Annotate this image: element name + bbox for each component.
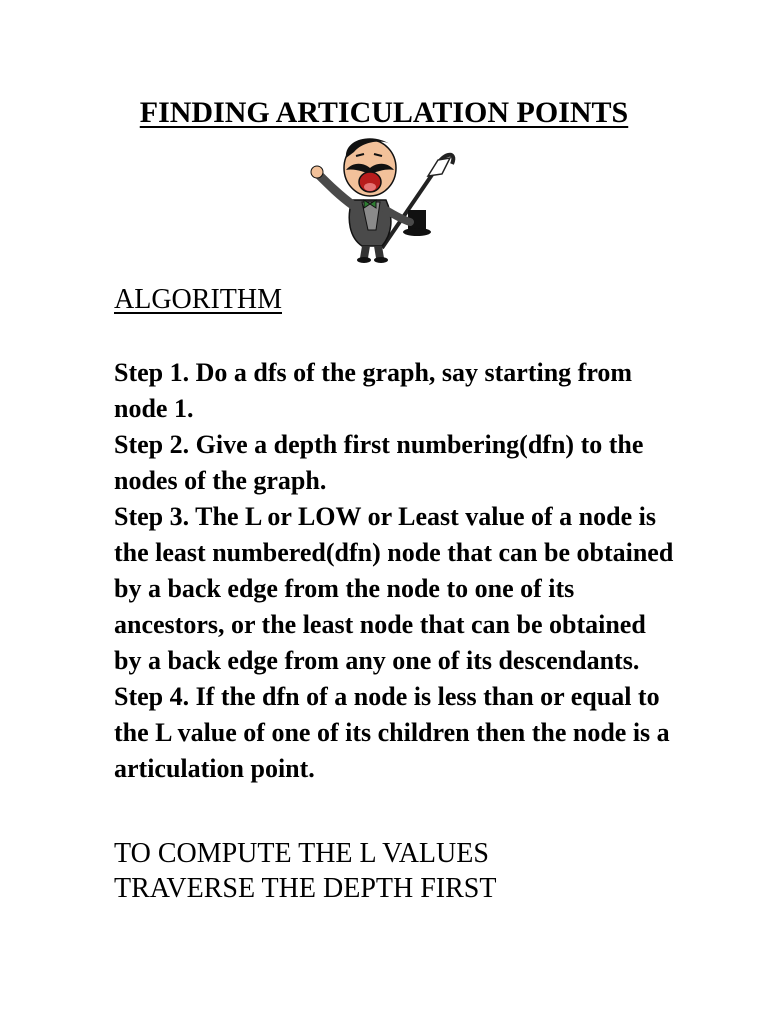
footer-line-1: TO COMPUTE THE L VALUES bbox=[114, 838, 489, 869]
step-3: Step 3. The L or LOW or Least value of a node is the least numbered(dfn) node that can be obtained by a back edge from the node to one of its ancestors, or the least node that can be obtained by a back edge from any one of its descendants. bbox=[114, 502, 674, 675]
algorithm-heading: ALGORITHM bbox=[114, 284, 282, 315]
footer-note bbox=[114, 836, 674, 906]
algorithm-steps bbox=[114, 355, 674, 787]
laughing-ringmaster-cartoon-icon bbox=[310, 130, 460, 265]
footer-line-2: TRAVERSE THE DEPTH FIRST bbox=[114, 873, 497, 904]
step-1: Step 1. Do a dfs of the graph, say starting from node 1. bbox=[114, 358, 633, 423]
step-4: Step 4. If the dfn of a node is less than or equal to the L value of one of its children then the node is a articulation point. bbox=[114, 682, 670, 783]
step-2: Step 2. Give a depth first numbering(dfn) to the nodes of the graph. bbox=[114, 430, 644, 495]
page-title: FINDING ARTICULATION POINTS bbox=[139, 96, 629, 129]
